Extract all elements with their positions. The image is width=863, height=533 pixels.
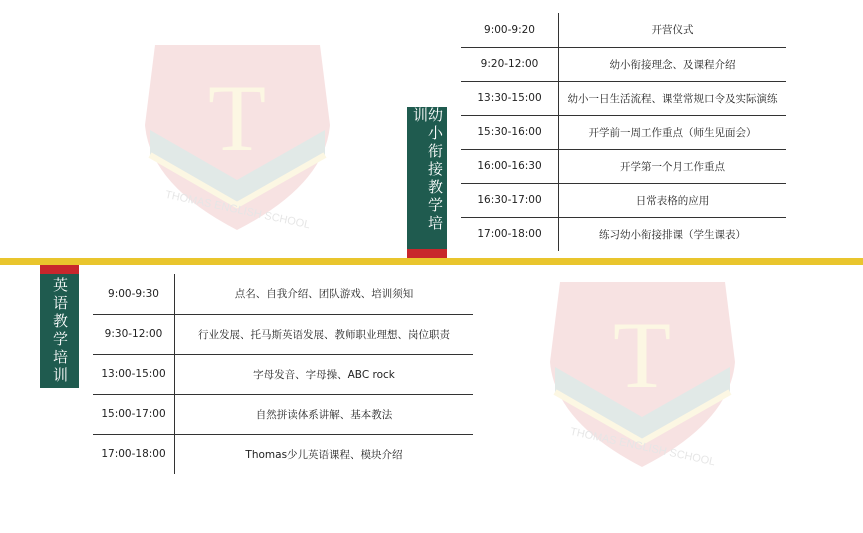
section-divider (0, 258, 863, 265)
section-title-tag (40, 274, 79, 388)
item-cell: Thomas少儿英语课程、模块介绍 (245, 448, 403, 461)
time-cell: 13:30-15:00 (461, 81, 559, 115)
schedule-table (93, 274, 473, 474)
item-cell: 行业发展、托马斯英语发展、教师职业理想、岗位职责 (175, 314, 474, 354)
time-cell: 9:00-9:30 (93, 274, 175, 314)
item-cell: 字母发音、字母操、ABC rock (175, 354, 474, 394)
time-cell: 15:30-16:00 (461, 115, 559, 149)
crest-text: THOMAS ENGLISH SCHOOL (164, 188, 312, 232)
time-cell: 9:00-9:20 (461, 13, 559, 47)
item-cell: 幼小衔接理念、及课程介绍 (559, 47, 787, 81)
table-row (461, 149, 786, 183)
table-row (461, 13, 786, 47)
schedule-table (461, 13, 786, 251)
table-row (93, 434, 473, 474)
table-row (93, 354, 473, 394)
time-cell: 17:00-18:00 (93, 434, 175, 474)
time-cell: 16:00-16:30 (461, 149, 559, 183)
tag-accent-bar (407, 249, 447, 258)
crest-letter: T (207, 65, 267, 171)
time-cell: 13:00-15:00 (93, 354, 175, 394)
time-cell: 9:20-12:00 (461, 47, 559, 81)
item-cell: 练习幼小衔接排课（学生课表） (599, 228, 746, 241)
section-title: 幼小衔接教学培训 (411, 107, 444, 233)
item-cell: 自然拼读体系讲解、基本教法 (175, 394, 474, 434)
table-row (461, 47, 786, 81)
item-cell: 日常表格的应用 (559, 183, 787, 217)
tag-accent-bar (40, 265, 79, 274)
table-row (93, 394, 473, 434)
section-title: 英语教学培训 (51, 277, 69, 385)
table-row (93, 274, 473, 314)
crest-text: THOMAS ENGLISH SCHOOL (569, 425, 717, 469)
time-cell: 15:00-17:00 (93, 394, 175, 434)
table-row (93, 314, 473, 354)
item-cell: 开学前一周工作重点（师生见面会） (559, 115, 787, 149)
table-row (461, 81, 786, 115)
section-title-tag (407, 107, 447, 249)
time-cell: 17:00-18:00 (461, 217, 559, 251)
item-cell: 开营仪式 (559, 13, 787, 47)
item-cell: 开学第一个月工作重点 (559, 149, 787, 183)
table-row (461, 115, 786, 149)
item-cell: 幼小一日生活流程、课堂常规口令及实际演练 (559, 81, 787, 115)
table-row (461, 183, 786, 217)
table-row (461, 217, 786, 251)
school-crest-watermark (130, 35, 345, 235)
item-cell: 点名、自我介绍、团队游戏、培训须知 (175, 274, 474, 314)
time-cell: 9:30-12:00 (93, 314, 175, 354)
time-cell: 16:30-17:00 (461, 183, 559, 217)
school-crest-watermark (535, 272, 750, 472)
crest-letter: T (612, 302, 672, 408)
